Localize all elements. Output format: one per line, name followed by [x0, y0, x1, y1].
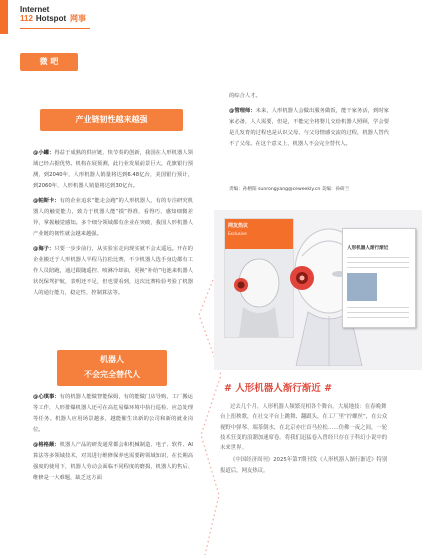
magazine-page-title: 人形机器人渐行渐近	[347, 246, 389, 251]
comment	[33, 440, 193, 484]
feature-image	[214, 210, 422, 370]
comment-text: 未来，人形机器人会做出服务做饭，能干家务活，到时家家必备，人人需要，但是，不能完全将婴儿交给机器人照顾，学会要是儿发育的过程也是认识父母，与父母情感交流的过程，机器人替代不了父母。在这个意义上，机器人不会完全替代人。	[229, 108, 389, 147]
comment-author: @海子：	[33, 246, 55, 252]
comment-author: @管理师：	[229, 108, 256, 114]
header-divider	[20, 28, 90, 29]
article-paragraph: 《中国经济周刊》2025年第7期刊发《人形机器人渐行渐近》特别报道后，网友热议。	[220, 457, 388, 474]
text-line	[347, 317, 409, 318]
comment-text: 只要一步步前行，从实验室走向现实就不会太遥远。开在的企业搬迁于人形机器人半程马拉松比赛，不少机器人选手身边都有工作人员陪跑，通过跟随遥控、喷淋冷却油，更换“补给”电池来机器人状况保驾护航，表明还不足，但也要看到，这次比赛检验考验了机器人的通行能力，稳定性，控制算法等。	[33, 246, 193, 296]
page-number: 112	[20, 14, 33, 23]
article-paragraph: 过去几个月，人形机器人频繁亮相各个舞台。大展地技：在春晚舞台上扭秧歌，在社交平台上跳舞、翻跟头，在工厂里“拧螺丝”，在公众视野中弹琴、端茶倒水，在北京亦庄首马拉松……仿佛一夜之间，一轮技术狂变的浪潮加速席卷。将我们迅猛卷入曾经只存在于科幻小说中的未来世界。	[220, 404, 388, 452]
brand-line2: Hotspot	[35, 14, 67, 23]
banner2-line1: 机器人	[100, 355, 124, 364]
cover-subtitle: Exclusive	[228, 231, 247, 236]
comment-text: 得益于成熟的供应链、快节奏的创新，我国在人形机器人领域已经占据优势。机构在展预测，此行业发展前景巨大，花旗银行预测，到2040年，人形机器人销量将达到6.48亿台，美国银行预计，到2060年，人形机器人销量将达到30亿台。	[33, 150, 193, 189]
robot-head-illustration	[225, 249, 293, 337]
section-banner-2	[57, 350, 167, 386]
comment	[33, 392, 193, 436]
text-line	[347, 262, 409, 263]
comment-author: @心琪事：	[33, 394, 60, 400]
magazine-page	[342, 228, 416, 328]
comments-right	[229, 91, 389, 154]
comment-author: @格格颠：	[33, 442, 60, 448]
section-banner-1: 产业链韧性越来越强	[40, 109, 183, 131]
comment-text: 有的企业追求“能走会跑”的人形机器人，有的专注研究机器人的触觉能力，致力于机器人能“摸”得准，看得巧、感知细微差异，掌握触觉感知。多个细分领域都有企业在突破，我国人形机器人产业链的韧性就会越来越强。	[33, 198, 193, 237]
section-name: 网事	[70, 14, 86, 23]
brand-mark	[20, 5, 66, 23]
article-body	[220, 402, 390, 478]
comments-section-1	[33, 148, 193, 303]
cover-tag: 网友热议	[228, 223, 249, 229]
comment	[33, 196, 193, 240]
comment-author: @帕斯卡：	[33, 198, 60, 204]
column-badge: 微 吧	[20, 53, 78, 71]
comment	[229, 106, 389, 150]
editor-credits: 责编：孙榕阳 sunrongyang@ceweekly.cn 美编：孙研兰	[229, 187, 350, 192]
brand-line1: Internet	[20, 5, 50, 14]
comment-text: 机器人产品的研发通常都会和机械制造、电子、软件、AI算法等多领域技术，对其进行维修保养也需要跨领域知识，在长期高强度的使用下，机器人劳动会面临不同程度的磨损，机器人的售后、维修是一大难题，缺乏这方面	[33, 442, 193, 481]
continued-text: 的综合人才。	[229, 93, 261, 99]
comment-text: 有的机器人能做智能保姆，有的能做门店导购，工厂搬运等工作，人形排爆机器人还可在高危易爆环境中执行巡检、应急处理等任务。机器人应用场景越多，越能催生出新的公司和新的就业岗位。	[33, 394, 193, 433]
header-accent-bar	[0, 0, 8, 34]
comment	[33, 148, 193, 192]
text-line	[347, 257, 409, 258]
comments-section-2	[33, 392, 193, 488]
text-line	[347, 307, 409, 308]
comment	[33, 244, 193, 299]
banner2-line2: 不会完全替代人	[84, 370, 140, 379]
comment-author: @小罐：	[33, 150, 55, 156]
text-line	[347, 312, 409, 313]
magazine-photo	[347, 273, 377, 301]
article-headline: # 人形机器人渐行渐近 #	[224, 383, 333, 394]
text-line	[347, 267, 409, 268]
